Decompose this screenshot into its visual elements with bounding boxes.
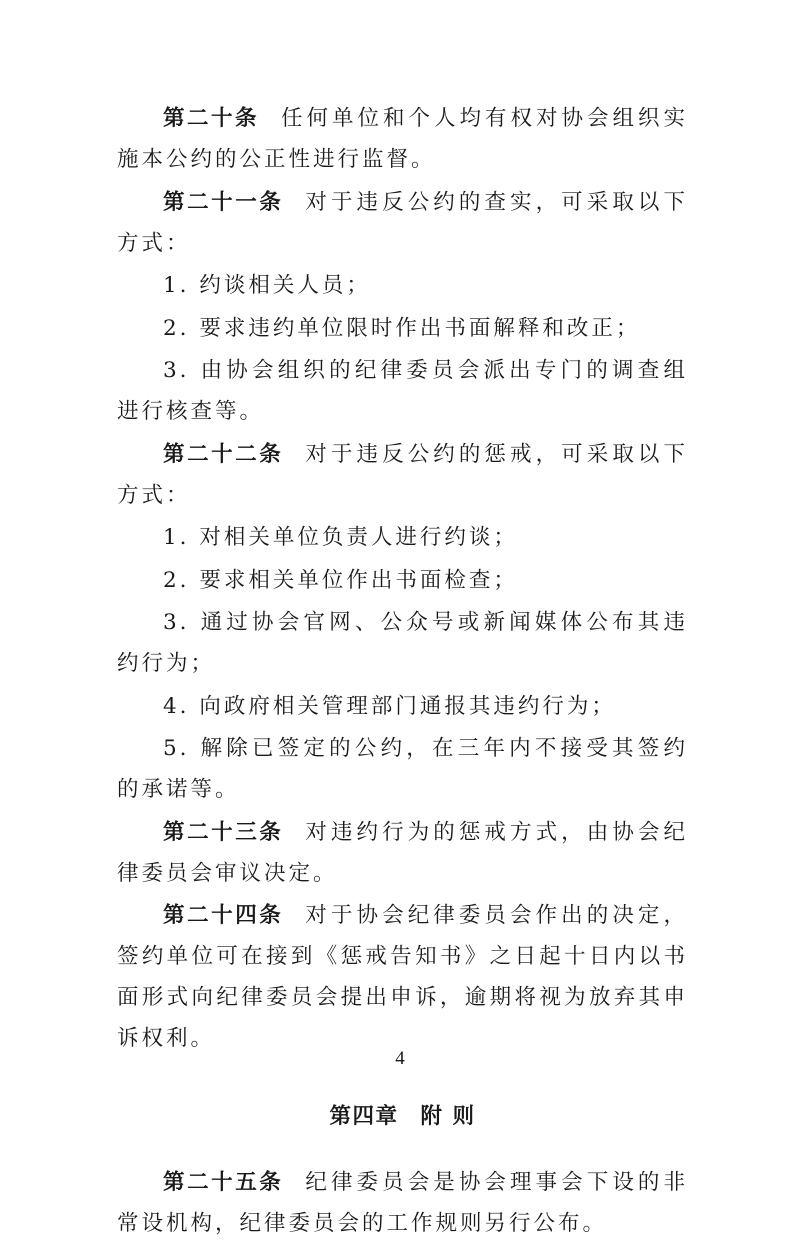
article-20 <box>117 98 688 180</box>
list-item: 1. 约谈相关人员； <box>163 273 371 298</box>
page-number: 4 <box>395 1048 405 1069</box>
list-item: 5. 解除已签定的公约，在三年内不接受其签约的承诺等。 <box>117 736 688 802</box>
article-label: 第二十二条 <box>163 441 284 467</box>
article-label: 第二十四条 <box>163 903 284 928</box>
article-label: 第二十条 <box>163 106 259 131</box>
article-text: 对于违反公约的惩戒，可采取以下方式： <box>117 441 688 508</box>
chapter-heading <box>117 1099 688 1130</box>
chapter-number: 第四章 <box>329 1104 399 1129</box>
article-25 <box>117 1162 688 1244</box>
list-item: 4. 向政府相关管理部门通报其违约行为； <box>163 693 616 719</box>
list-item: 2. 要求违约单位限时作出书面解释和改正； <box>163 315 641 341</box>
list-item: 3. 通过协会官网、公众号或新闻媒体公布其违约行为； <box>117 610 688 676</box>
article-text: 任何单位和个人均有权对协会组织实施本公约的公正性进行监督。 <box>117 106 688 172</box>
list-item: 3. 由协会组织的纪律委员会派出专门的调查组进行核查等。 <box>117 358 688 424</box>
list-item: 2. 要求相关单位作出书面检查； <box>163 567 518 593</box>
article-21 <box>117 182 688 264</box>
article-22 <box>117 434 688 516</box>
article-text: 纪律委员会是协会理事会下设的非常设机构，纪律委员会的工作规则另行公布。 <box>117 1170 688 1236</box>
article-text: 对于违反公约的查实，可采取以下方式： <box>117 189 688 256</box>
list-item: 1. 对相关单位负责人进行约谈； <box>163 525 518 550</box>
article-24 <box>117 895 688 1059</box>
chapter-title: 附 则 <box>420 1104 476 1129</box>
article-label: 第二十三条 <box>163 819 284 845</box>
article-23 <box>117 812 688 894</box>
article-text: 对于协会纪律委员会作出的决定，签约单位可在接到《惩戒告知书》之日起十日内以书面形式向纪律委员会提出申诉，逾期将视为放弃其申诉权利。 <box>117 903 688 1051</box>
article-label: 第二十一条 <box>163 189 284 215</box>
article-label: 第二十五条 <box>163 1170 284 1195</box>
article-text: 对违约行为的惩戒方式，由协会纪律委员会审议决定。 <box>117 819 688 886</box>
